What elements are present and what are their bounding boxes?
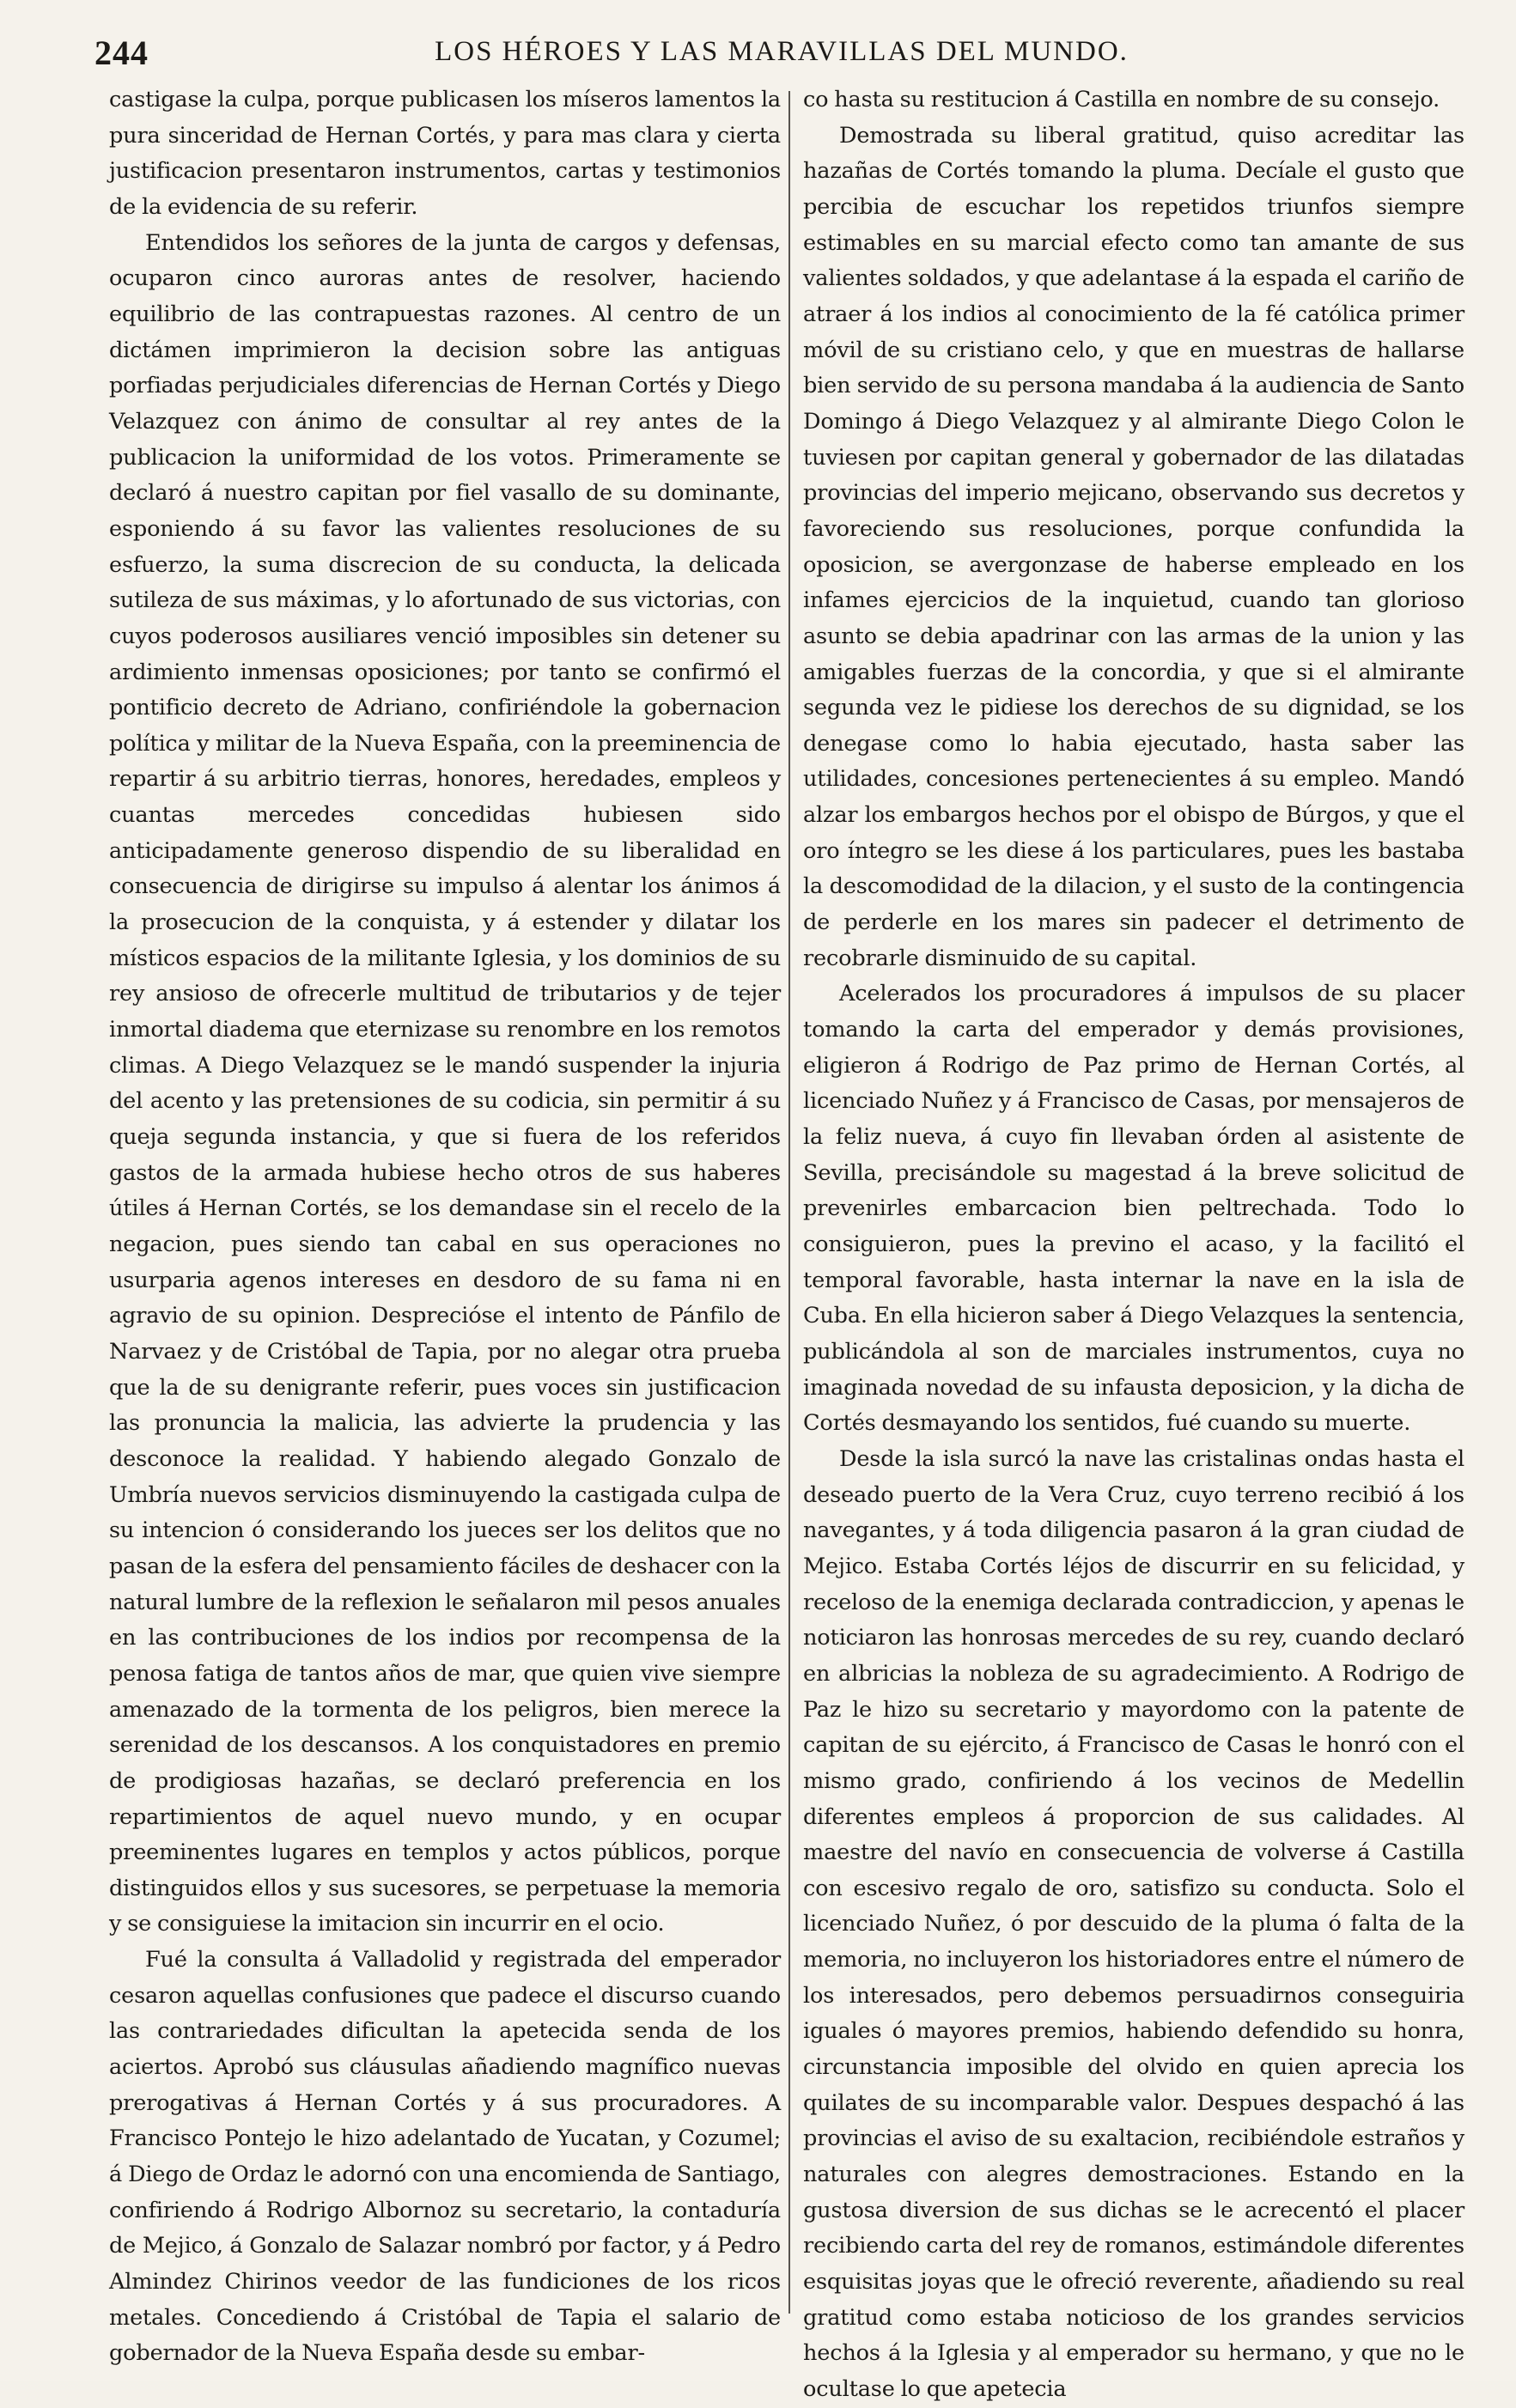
paragraph: Fué la consulta á Valladolid y registrada del emperador cesaron aquellas confusiones que padece el discurso cuando las contrariedades dificultan la apetecida senda de los aciertos. Aprobó sus cláusulas añadiendo magnífico nuevas prerogativas á Hernan Cortés y á sus procuradores. A Francisco Pontejo le hizo adelantado de Yucatan, y Cozumel; á Diego de Ordaz le adornó con una encomienda de Santiago, confiriendo á Rodrigo Albornoz su secretario, la contaduría de Mejico, á Gonzalo de Salazar nombró por factor, y á Pedro Almindez Chirinos veedor de las fundiciones de los ricos metales. Concediendo á Cristóbal de Tapia el salario de gobernador de la Nueva España desde su embar-	[109, 1947, 781, 2367]
paragraph: Entendidos los señores de la junta de cargos y defensas, ocuparon cinco auroras antes de resolver, haciendo equilibrio de las contrapuestas razones. Al centro de un dictámen imprimieron la decision sobre las antiguas porfiadas perjudiciales diferencias de Hernan Cortés y Diego Velazquez con ánimo de consultar al rey antes de la publicacion la uniformidad de los votos. Primeramente se declaró á nuestro capitan por fiel vasallo de su dominante, esponiendo á su favor las valientes resoluciones de su esfuerzo, la suma discrecion de su conducta, la delicada sutileza de sus máximas, y lo afortunado de sus victorias, con cuyos poderosos ausiliares venció imposibles sin detener su ardimiento inmensas oposiciones; por tanto se confirmó el pontificio decreto de Adriano, confiriéndole la gobernacion política y militar de la Nueva España, con la preeminencia de repartir á su arbitrio tierras, honores, heredades, empleos y cuantas mercedes concedidas hubiesen sido anticipadamente generoso dispendio de su liberalidad en consecuencia de dirigirse su impulso á alentar los ánimos á la prosecucion de la conquista, y á estender y dilatar los místicos espacios de la militante Iglesia, y los dominios de su rey ansioso de ofrecerle multitud de tributarios y de tejer inmortal diadema que eternizase su renombre en los remotos climas. A Diego Velazquez se le mandó suspender la injuria del acento y las pretensiones de su codicia, sin permitir á su queja segunda instancia, y que si fuera de los referidos gastos de la armada hubiese hecho otros de sus haberes útiles á Hernan Cortés, se los demandase sin el recelo de la negacion, pues siendo tan cabal en sus operaciones no usurparia agenos intereses en desdoro de su fama ni en agravio de su opinion. Despreciósе el intento de Pánfilo de Narvaez y de Cristóbal de Tapia, por no alegar otra prueba que la de su denigrante referir, pues voces sin justificacion las pronuncia la malicia, las advierte la prudencia y las desconoce la realidad. Y habiendo alegado Gonzalo de Umbría nuevos servicios disminuyendo la castigada culpa de su intencion ó considerando los jueces ser los delitos que no pasan de la esfera del pensamiento fáciles de deshacer con la natural lumbre de la reflexion le señalaron mil pesos anuales en las contribuciones de los indios por recompensa de la penosa fatiga de tantos años de mar, que quien vive siempre amenazado de la tormenta de los peligros, bien merece la serenidad de los descansos. A los conquistadores en premio de prodigiosas hazañas, se declaró preferencia en los repartimientos de aquel nuevo mundo, y en ocupar preeminentes lugares en templos y actos públicos, porque distinguidos ellos y sus sucesores, se perpetuase la memoria y se consiguiese la imitacion sin incurrir en el ocio.	[109, 229, 781, 1937]
column-divider	[788, 91, 790, 2314]
paragraph: Desde la isla surcó la nave las cristalinas ondas hasta el deseado puerto de la Vera Cruz, cuyo terreno recibió á los navegantes, y á toda diligencia pasaron á la gran ciudad de Mejico. Estaba Cortés léjos de discurrir en su felicidad, y receloso de la enemiga declarada contradiccion, y apenas le noticiaron las honrosas mercedes de su rey, cuando declaró en albricias la nobleza de su agradecimiento. A Rodrigo de Paz le hizo su secretario y mayordomo con la patente de capitan de su ejército, á Francisco de Casas le honró con el mismo grado, confiriendo á los vecinos de Medellin diferentes empleos á proporcion de sus calidades. Al maestre del navío en consecuencia de volverse á Castilla con escesivo regalo de oro, satisfizo su conducta. Solo el licenciado Nuñez, ó por descuido de la pluma ó falta de la memoria, no incluyeron los historiadores entre el número de los interesados, pero debemos persuadirnos conseguiria iguales ó mayores premios, habiendo defendido su honra, circunstancia imposible del olvido en quien aprecia los quilates de su incomparable valor. Despues despachó á las provincias el aviso de su exaltacion, recibiéndole estraños y naturales con alegres demostraciones. Estando en la gustosa diversion de sus dichas se le acrecentó el placer recibiendo carta del rey de romanos, estimándole diferentes esquisitas joyas que le ofreció reverente, añadiendo su real gratitud como estaba noticioso de los grandes servicios hechos á la Iglesia y al emperador su hermano, y que no le ocultase lo que apetecia	[803, 1445, 1464, 2402]
paragraph: co hasta su restitucion á Castilla en nombre de su consejo.	[803, 87, 1440, 112]
paragraph: Acelerados los procuradores á impulsos de su placer tomando la carta del emperador y demás provisiones, eligieron á Rodrigo de Paz primo de Hernan Cortés, al licenciado Nuñez y á Francisco de Casas, por mensajeros de la feliz nueva, á cuyo fin llevaban órden al asistente de Sevilla, precisándole su magestad á la breve solicitud de prevenirles embarcacion bien peltrechada. Todo lo consiguieron, pues la previno el acaso, y la facilitó el temporal favorable, hasta internar la nave en la isla de Cuba. En ella hicieron saber á Diego Velazques la sentencia, publicándola al son de marciales instrumentos, cuya no imaginada novedad de su infausta deposicion, y la dicha de Cortés desmayando los sentidos, fué cuando su muerte.	[803, 981, 1464, 1437]
page-header	[94, 33, 1469, 81]
right-column	[803, 82, 1464, 2402]
paragraph: castigase la culpa, porque publicasen los míseros lamentos la pura sinceridad de Hernan Cortés, y para mas clara y cierta justificacion presentaron instrumentos, cartas y testimonios de la evidencia de su referir.	[109, 87, 781, 220]
page-number: 244	[94, 33, 149, 72]
paragraph: Demostrada su liberal gratitud, quiso acreditar las hazañas de Cortés tomando la pluma. Decíale el gusto que percibia de escuchar los repetidos triunfos siempre estimables en su marcial efecto como tan amante de sus valientes soldados, y que adelantase á la espada el cariño de atraer á los indios al conocimiento de la fé católica primer móvil de su cristiano celo, y que en muestras de hallarse bien servido de su persona mandaba á la audiencia de Santo Domingo á Diego Velazquez y al almirante Diego Colon le tuviesen por capitan general y gobernador de las dilatadas provincias del imperio mejicano, observando sus decretos y favoreciendo sus resoluciones, porque confundida la oposicion, se avergonzase de haberse empleado en los infames ejercicios de la inquietud, cuando tan glorioso asunto se debia apadrinar con las armas de la union y las amigables fuerzas de la concordia, y que si el almirante segunda vez le pidiese los derechos de su dignidad, se los denegase como lo habia ejecutado, hasta saber las utilidades, concesiones pertenecientes á su empleo. Mandó alzar los embargos hechos por el obispo de Búrgos, y que el oro íntegro se les diese á los particulares, pues les bastaba la descomodidad de la dilacion, y el susto de la contingencia de perderle en los mares sin padecer el detrimento de recobrarle disminuido de su capital.	[803, 122, 1464, 971]
left-column	[109, 82, 781, 2367]
running-title: LOS HÉROES Y LAS MARAVILLAS DEL MUNDO.	[435, 36, 1129, 67]
